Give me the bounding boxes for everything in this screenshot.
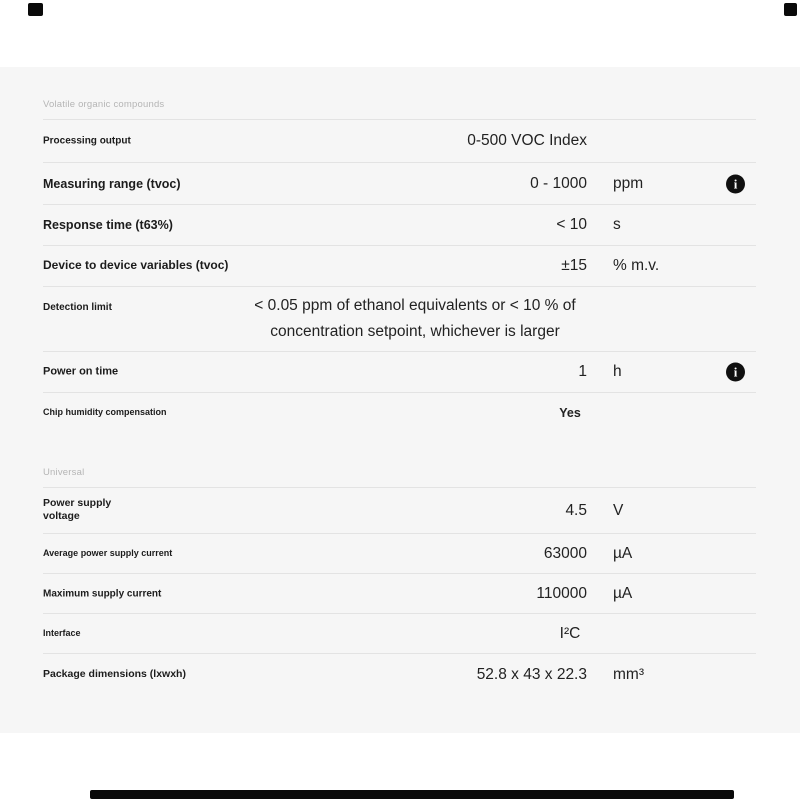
spec-unit: mm³ [613,665,644,683]
spec-label: Processing output [43,135,131,147]
spec-unit: s [613,216,621,233]
spec-unit: µA [613,544,633,562]
bottom-bar-artifact [90,790,734,799]
spec-row [43,163,756,205]
spec-label: Device to device variables (tvoc) [43,258,229,273]
spec-value: Yes [559,405,581,420]
section-rows [43,120,756,432]
section-rows [43,488,756,695]
spec-unit: % m.v. [613,257,660,274]
spec-label: Average power supply current [43,547,173,558]
spec-label: Chip humidity compensation [43,406,167,417]
spec-value: ±15 [561,257,587,274]
spec-row [43,574,756,614]
top-left-frame-artifact [28,3,43,16]
spec-label: Interface [43,627,81,638]
spec-table-panel [0,67,800,733]
spec-unit: V [613,501,624,519]
spec-row [43,488,756,534]
info-icon[interactable] [726,363,745,382]
section-header [43,67,756,120]
spec-value: 52.8 x 43 x 22.3 [476,665,587,683]
spec-label: Response time (t63%) [43,217,173,232]
spec-row [43,205,756,246]
spec-row [43,120,756,163]
info-icon[interactable] [726,174,745,193]
spec-unit: µA [613,584,633,602]
section-universal [43,452,756,695]
top-right-frame-artifact [784,3,797,16]
spec-unit: h [613,363,622,380]
section-volatile-organic-compounds [43,67,756,432]
spec-row [43,534,756,574]
spec-row [43,654,756,695]
spec-value: 1 [578,363,587,380]
section-title: Volatile organic compounds [43,99,165,110]
spec-label: Maximum supply current [43,587,162,599]
spec-unit: ppm [613,174,644,192]
spec-value: 0 - 1000 [530,174,587,192]
spec-label: Package dimensions (lxwxh) [43,667,186,680]
spec-label: Detection limit [43,302,112,313]
spec-label: Power supply voltage [43,496,112,523]
spec-value: 110000 [536,584,587,602]
section-header [43,452,756,488]
spec-value: 0-500 VOC Index [467,132,587,149]
section-title: Universal [43,467,85,478]
info-icon-glyph: i [733,364,738,380]
spec-row [43,246,756,287]
spec-value: < 10 [556,216,587,233]
spec-value: 63000 [543,544,587,562]
spec-row [43,614,756,654]
info-icon-glyph: i [733,176,738,191]
spec-label: Power on time [43,365,119,378]
spec-row [43,393,756,432]
spec-value: < 0.05 ppm of ethanol equivalents or < 10 % of concentration setpoint, whichever is larger [254,297,576,340]
spec-row [43,287,756,352]
spec-value: 4.5 [565,501,587,519]
spec-value: I²C [559,624,581,642]
spec-table-content [43,67,756,695]
spec-row [43,352,756,393]
spec-label: Measuring range (tvoc) [43,176,181,191]
